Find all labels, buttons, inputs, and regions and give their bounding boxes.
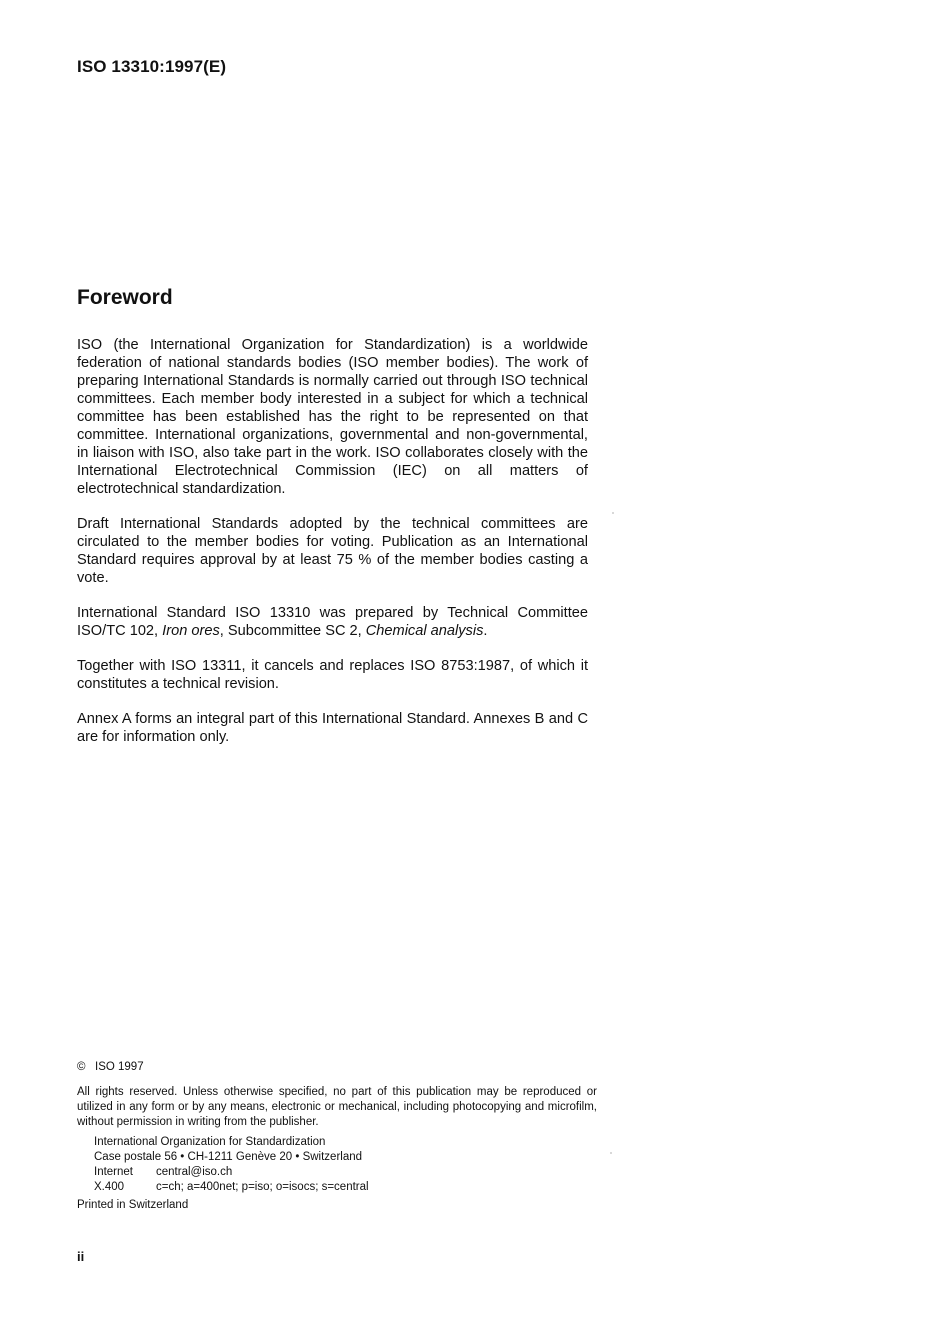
printed-in: Printed in Switzerland	[77, 1199, 189, 1211]
organization-name: International Organization for Standardization	[94, 1136, 326, 1148]
copyright-year: ISO 1997	[95, 1061, 144, 1073]
foreword-paragraph-3	[77, 604, 588, 640]
page-number: ii	[77, 1249, 85, 1264]
rights-statement: All rights reserved. Unless otherwise specified, no part of this publication may be reproduced or utilized in any form or by any means, electronic or mechanical, including photocopying and microfilm, without permission in writing from the publisher.	[77, 1086, 597, 1128]
copyright-block	[77, 1060, 597, 1213]
postal-address: Case postale 56 • CH-1211 Genève 20 • Switzerland	[94, 1151, 363, 1163]
x400-row	[94, 1180, 597, 1195]
internet-label: Internet	[94, 1166, 133, 1178]
scan-speck	[610, 1152, 612, 1154]
internet-row	[94, 1165, 597, 1180]
subcommittee-name: Chemical analysis	[365, 623, 484, 639]
foreword-body	[77, 336, 588, 763]
publisher-address	[77, 1135, 597, 1195]
foreword-heading: Foreword	[77, 286, 173, 309]
paragraph-3-text-b: , Subcommittee SC 2,	[219, 623, 366, 639]
document-identifier: ISO 13310:1997(E)	[77, 57, 227, 76]
foreword-paragraph-5: Annex A forms an integral part of this International Standard. Annexes B and C are for information only.	[77, 711, 588, 745]
foreword-paragraph-2: Draft International Standards adopted by the technical committees are circulated to the member bodies for voting. Publication as an International Standard requires approval by at least 75 % of the member bodies casting a vote.	[77, 516, 588, 586]
committee-name: Iron ores	[162, 623, 220, 639]
x400-address: c=ch; a=400net; p=iso; o=isocs; s=central	[156, 1181, 369, 1193]
foreword-paragraph-1: ISO (the International Organization for Standardization) is a worldwide federation of national standards bodies (ISO member bodies). The work of preparing International Standards is normally carried out through ISO technical committees. Each member body interested in a subject for which a technical committee has been established has the right to be represented on that committee. International organizations, governmental and non-governmental, in liaison with ISO, also take part in the work. ISO collaborates closely with the International Electrotechnical Commission (IEC) on all matters of electrotechnical standardization.	[77, 337, 588, 497]
x400-label: X.400	[94, 1181, 125, 1193]
internet-address: central@iso.ch	[156, 1166, 233, 1178]
copyright-line	[77, 1060, 597, 1075]
paragraph-3-text-a: International Standard ISO 13310 was prepared by Technical Committee ISO/TC 102,	[77, 605, 588, 639]
foreword-paragraph-4: Together with ISO 13311, it cancels and replaces ISO 8753:1987, of which it constitutes a technical revision.	[77, 658, 588, 692]
copyright-symbol: ©	[77, 1061, 86, 1073]
paragraph-3-text-c: .	[483, 623, 488, 639]
scan-speck	[612, 512, 614, 514]
